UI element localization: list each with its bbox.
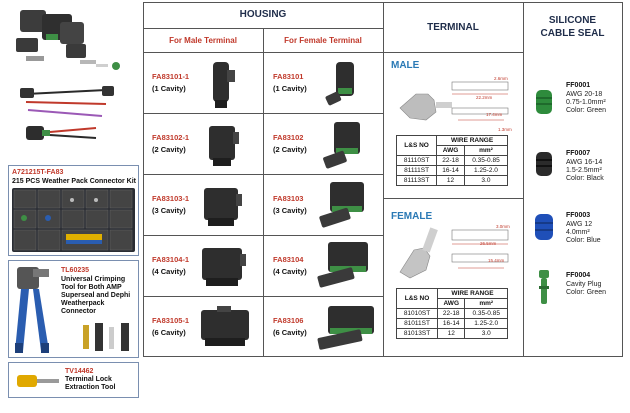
seal-spec-line: AWG 20-18: [566, 91, 603, 98]
female-terminal-label: FEMALE: [391, 211, 433, 222]
col-mm2: mm²: [465, 299, 508, 309]
male-dim-diameter: 2.6mm: [494, 76, 508, 81]
connector-assortment-image: [6, 4, 132, 154]
male-dim-pin-length: 17.4mm: [486, 112, 503, 117]
crimp-tool-image: [11, 263, 61, 355]
female-terminal-spec-table: [396, 288, 508, 339]
lsno-cell: 81010ST: [397, 309, 438, 319]
male-terminal-spec-table: [396, 135, 508, 186]
crimp-tool-card: [8, 260, 139, 358]
seal-color-line: Color: Blue: [566, 237, 601, 244]
seal-code: FF0001: [566, 82, 591, 89]
male-housing-6-cavity-image: [197, 304, 253, 352]
lsno-cell: 81011ST: [397, 319, 438, 329]
male-housing-cavity: (6 Cavity): [152, 328, 186, 337]
table-border-left: [143, 2, 144, 357]
female-housing-6-cavity-image: [314, 302, 378, 354]
housing-terminal-divider: [383, 2, 384, 357]
male-housing-code: FA83103-1: [152, 194, 190, 203]
product-accessories-column: [0, 0, 140, 413]
mm2-cell: 1.25-2.0: [465, 319, 508, 329]
awg-cell: 16-14: [438, 319, 465, 329]
kit-tray-image: [12, 188, 135, 252]
awg-cell: 22-18: [437, 156, 465, 166]
table-row: [397, 166, 508, 176]
extraction-tool-card: [8, 362, 139, 398]
awg-cell: 16-14: [437, 166, 465, 176]
female-housing-code: FA83106: [273, 316, 304, 325]
female-housing-1-cavity-image: [322, 58, 366, 110]
male-housing-code: FA83104-1: [152, 255, 190, 264]
col-lsno: L&S NO: [397, 289, 438, 309]
table-border-right: [622, 2, 623, 357]
seal-spec-line: AWG 12: [566, 221, 593, 228]
extraction-tool-image: [15, 367, 61, 395]
table-row: [397, 176, 508, 186]
extraction-tool-description: Terminal Lock Extraction Tool: [65, 376, 116, 391]
awg-cell: 22-18: [438, 309, 465, 319]
male-housing-code: FA83105-1: [152, 316, 190, 325]
terminal-title: TERMINAL: [427, 22, 479, 33]
crimp-tool-code: TL60235: [61, 267, 90, 274]
male-housing-cavity: (3 Cavity): [152, 206, 186, 215]
terminal-title-divider: [383, 52, 523, 53]
male-housing-3-cavity-image: [200, 184, 246, 230]
male-housing-cavity: (1 Cavity): [152, 84, 186, 93]
male-terminal-header: For Male Terminal: [169, 36, 237, 45]
table-row: [397, 309, 508, 319]
col-awg: AWG: [438, 299, 465, 309]
mm2-cell: 3.0: [465, 329, 508, 339]
terminal-male-female-divider: [383, 198, 523, 199]
female-housing-cavity: (3 Cavity): [273, 206, 307, 215]
male-housing-cavity: (2 Cavity): [152, 145, 186, 154]
male-dim-thickness: 1.3mm: [498, 127, 512, 132]
green-seal-icon: [533, 88, 555, 116]
col-wire-range: WIRE RANGE: [437, 136, 508, 146]
awg-cell: 12: [438, 329, 465, 339]
kit-code: A721215T-FA83: [12, 169, 64, 176]
seal-code: FF0007: [566, 150, 591, 157]
female-housing-cavity: (4 Cavity): [273, 267, 307, 276]
male-terminal-drawing: [396, 72, 516, 132]
col-mm2: mm²: [464, 146, 507, 156]
male-housing-4-cavity-image: [198, 244, 248, 292]
seal-spec-line: 1.5-2.5mm²: [566, 167, 602, 174]
terminal-seal-divider: [523, 2, 524, 357]
seal-color-line: Color: Green: [566, 107, 607, 114]
seal-spec-line: 0.75-1.0mm²: [566, 99, 606, 106]
housing-column-divider: [263, 28, 264, 357]
female-housing-code: FA83101: [273, 72, 304, 81]
kit-description: 215 PCS Weather Pack Connector Kit: [12, 178, 136, 185]
seal-spec-line: AWG 16-14: [566, 159, 603, 166]
male-housing-cavity: (4 Cavity): [152, 267, 186, 276]
awg-cell: 12: [437, 176, 465, 186]
female-housing-4-cavity-image: [314, 240, 374, 294]
female-dim-diameter: 3.0mm: [496, 224, 510, 229]
female-housing-3-cavity-image: [316, 180, 372, 232]
crimp-tool-description: Universal Crimping Tool for Both AMP Superseal and Dephi Weatherpack Connector: [61, 276, 131, 315]
female-housing-cavity: (6 Cavity): [273, 328, 307, 337]
seal-color-line: Color: Black: [566, 175, 604, 182]
mm2-cell: 0.35-0.85: [464, 156, 507, 166]
male-housing-2-cavity-image: [203, 122, 243, 170]
female-housing-cavity: (1 Cavity): [273, 84, 307, 93]
seal-spec-line: 4.0mm²: [566, 229, 590, 236]
blue-seal-icon: [532, 212, 556, 242]
male-housing-code: FA83101-1: [152, 72, 190, 81]
lsno-cell: 81110ST: [397, 156, 437, 166]
seal-code: FF0004: [566, 272, 591, 279]
table-row: [397, 329, 508, 339]
female-dim-pin-length: 15.4mm: [488, 258, 505, 263]
female-housing-cavity: (2 Cavity): [273, 145, 307, 154]
lsno-cell: 81013ST: [397, 329, 438, 339]
table-row: [397, 319, 508, 329]
col-wire-range: WIRE RANGE: [438, 289, 508, 299]
female-terminal-header: For Female Terminal: [284, 36, 362, 45]
male-dim-length: 22.2mm: [476, 95, 493, 100]
extraction-tool-code: TV14462: [65, 368, 94, 375]
col-awg: AWG: [437, 146, 465, 156]
female-housing-code: FA83103: [273, 194, 304, 203]
male-terminal-label: MALE: [391, 60, 420, 71]
female-terminal-drawing: [396, 222, 516, 282]
seal-color-line: Color: Green: [566, 289, 607, 296]
lsno-cell: 81113ST: [397, 176, 437, 186]
mm2-cell: 1.25-2.0: [464, 166, 507, 176]
male-housing-code: FA83102-1: [152, 133, 190, 142]
crimped-terminal-samples: [79, 319, 137, 355]
female-dim-length: 26.5mm: [480, 241, 497, 246]
col-lsno: L&S NO: [397, 136, 437, 156]
black-seal-icon: [533, 150, 555, 178]
seal-spec-line: Cavity Plug: [566, 281, 602, 288]
seal-code: FF0003: [566, 212, 591, 219]
female-housing-2-cavity-image: [320, 120, 368, 172]
cavity-plug-icon: [535, 268, 553, 308]
female-housing-code: FA83104: [273, 255, 304, 264]
connector-kit-card: [8, 165, 139, 256]
female-housing-code: FA83102: [273, 133, 304, 142]
male-housing-1-cavity-image: [205, 60, 239, 110]
lsno-cell: 81111ST: [397, 166, 437, 176]
seal-title-line1: SILICONE: [548, 15, 597, 26]
mm2-cell: 3.0: [464, 176, 507, 186]
mm2-cell: 0.35-0.85: [465, 309, 508, 319]
table-row: [397, 156, 508, 166]
housing-title: HOUSING: [239, 9, 287, 20]
seal-title-line2: CABLE SEAL: [540, 28, 605, 39]
